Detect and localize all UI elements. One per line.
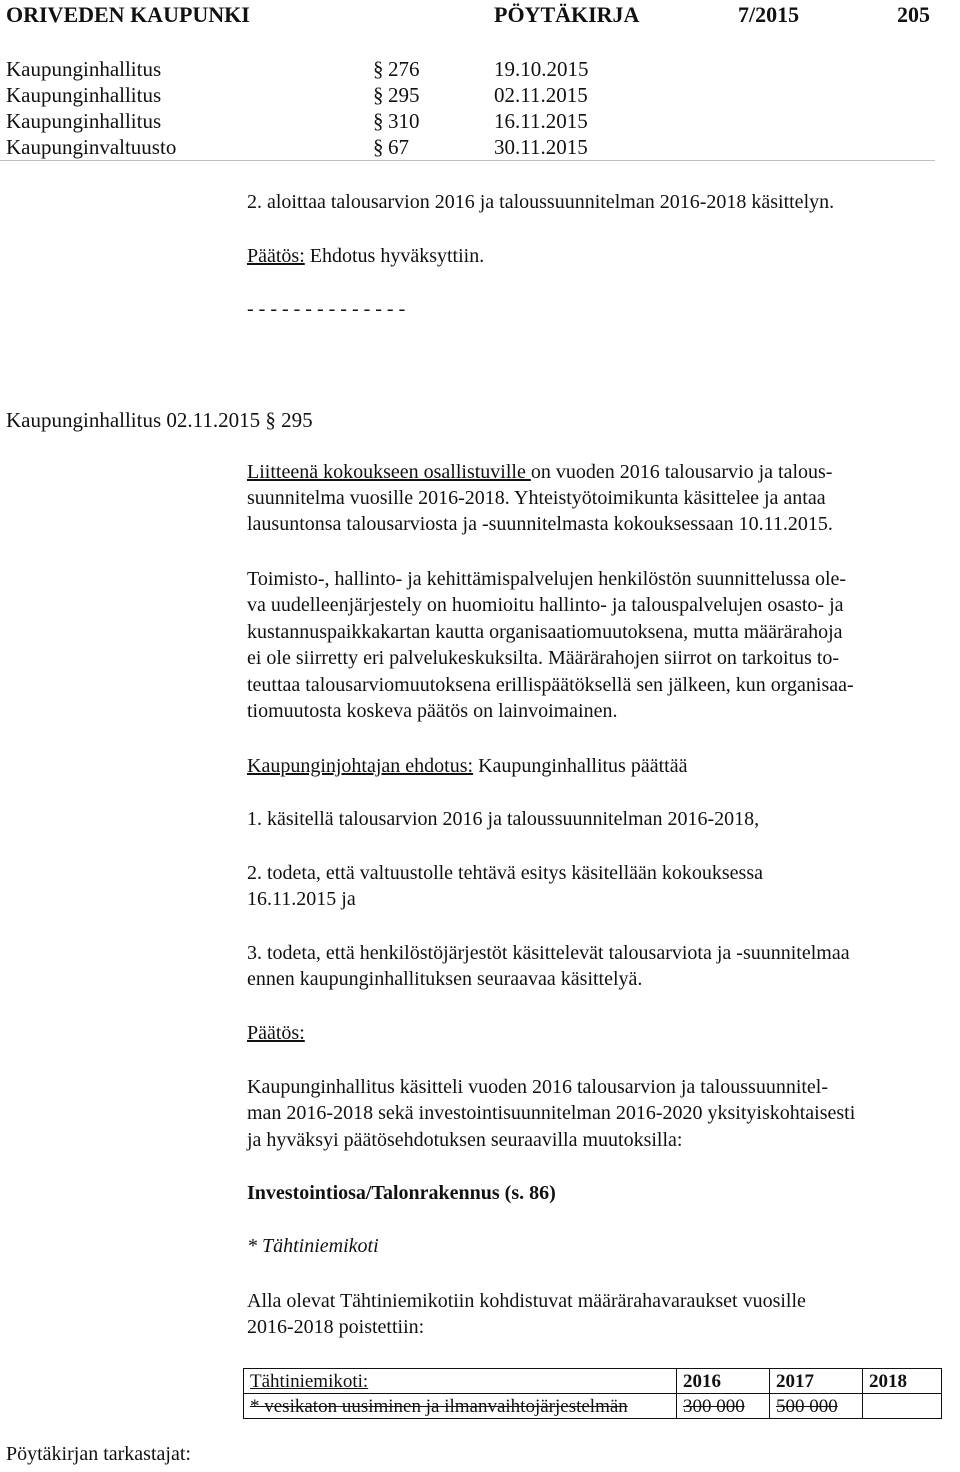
- paragraph-2-line: kustannuspaikkakartan kautta organisaatiomuutoksena, mutta määrärahoja: [247, 621, 843, 643]
- table-cell: 300 000: [677, 1394, 770, 1419]
- ref-num: 295: [388, 83, 420, 107]
- prev-decision: [247, 245, 484, 268]
- table-cell: * vesikaton uusiminen ja ilmanvaihtojärjestelmän: [244, 1394, 677, 1419]
- ref-body: Kaupunginhallitus: [6, 83, 162, 107]
- decision-text: Ehdotus hyväksyttiin.: [304, 245, 485, 267]
- paragraph-2-line: Toimisto-, hallinto- ja kehittämispalvelujen henkilöstön suunnittelussa ole-: [247, 568, 847, 590]
- decision-line: Kaupunginhallitus käsitteli vuoden 2016 talousarvion ja taloussuunnitel-: [247, 1076, 829, 1098]
- removal-line-2: 2016-2018 poistettiin:: [247, 1316, 425, 1338]
- ref-sign: §: [373, 83, 384, 107]
- proposal-item-2: 2. todeta, että valtuustolle tehtävä esitys käsitellään kokouksessa: [247, 862, 763, 884]
- paragraph-2-line: ei ole siirretty eri palvelukeskuksilta. Määrärahojen siirrot on tarkoitus to-: [247, 647, 840, 669]
- separator-dashes: - - - - - - - - - - - - - -: [247, 298, 406, 320]
- ref-num: 310: [388, 109, 420, 133]
- table-cell: 500 000: [770, 1394, 863, 1419]
- decision-label: Päätös:: [247, 245, 305, 267]
- ref-body: Kaupunginhallitus: [6, 109, 162, 133]
- org-name: ORIVEDEN KAUPUNKI: [6, 2, 250, 27]
- ref-num: 67: [388, 135, 409, 159]
- section-sign: §: [265, 408, 276, 432]
- proposal-item-2-cont: 16.11.2015 ja: [247, 888, 356, 910]
- ref-sign: §: [373, 109, 384, 133]
- table-row: [244, 1394, 942, 1419]
- table-header-label: Tähtiniemikoti:: [250, 1371, 369, 1392]
- table-header-row: [244, 1369, 942, 1394]
- section-number: 295: [275, 408, 313, 432]
- table-header-cell: 2018: [863, 1369, 942, 1394]
- table-header-cell: 2016: [677, 1369, 770, 1394]
- issue-number: 7/2015: [738, 2, 800, 27]
- budget-table: [243, 1368, 942, 1419]
- decision-line: man 2016-2018 sekä investointisuunnitelman 2016-2020 yksityiskohtaisesti: [247, 1102, 856, 1124]
- paragraph-1-line-1: [247, 461, 832, 484]
- doc-type: PÖYTÄKIRJA: [494, 2, 640, 27]
- paragraph-1-line-3: lausuntonsa talousarviosta ja -suunnitelmasta kokouksessaan 10.11.2015.: [247, 513, 833, 535]
- proposal-text: Kaupunginhallitus päättää: [473, 755, 688, 777]
- investment-heading: Investointiosa/Talonrakennus (s. 86): [247, 1182, 556, 1204]
- section-heading-text: Kaupunginhallitus 02.11.2015: [6, 408, 266, 432]
- ref-date: 19.10.2015: [494, 57, 589, 81]
- proposal-item-1: 1. käsitellä talousarvion 2016 ja taloussuunnitelman 2016-2018,: [247, 808, 760, 830]
- decision-heading: Päätös:: [247, 1022, 305, 1044]
- ref-sign: §: [373, 57, 384, 81]
- proposal-item-3: 3. todeta, että henkilöstöjärjestöt käsittelevät talousarviota ja -suunnitelmaa: [247, 942, 850, 964]
- prev-item-2: 2. aloittaa talousarvion 2016 ja taloussuunnitelman 2016-2018 käsittelyn.: [247, 191, 835, 213]
- removal-line-1: Alla olevat Tähtiniemikotiin kohdistuvat määrärahavaraukset vuosille: [247, 1290, 806, 1312]
- ref-num: 276: [388, 57, 420, 81]
- paragraph-1-line-2: suunnitelma vuosille 2016-2018. Yhteistyötoimikunta käsittelee ja antaa: [247, 487, 826, 509]
- ref-date: 16.11.2015: [494, 109, 588, 133]
- table-header-cell: 2017: [770, 1369, 863, 1394]
- paragraph-2-line: tiomuutosta koskeva päätös on lainvoimainen.: [247, 700, 618, 722]
- mayor-proposal: [247, 755, 687, 778]
- table-cell: [863, 1394, 942, 1419]
- page-number: 205: [897, 2, 930, 27]
- decision-line: ja hyväksyi päätösehdotuksen seuraavilla muutoksilla:: [247, 1129, 683, 1151]
- section-heading: [6, 408, 313, 433]
- paragraph-2-line: teuttaa talousarviomuutoksena erillispäätöksellä sen jälkeen, kun organisaa-: [247, 674, 854, 696]
- ref-body: Kaupunginhallitus: [6, 57, 162, 81]
- proposal-item-3-cont: ennen kaupunginhallituksen seuraavaa käsittelyä.: [247, 968, 643, 990]
- investment-subheading: * Tähtiniemikoti: [247, 1235, 379, 1257]
- table-header-cell: [244, 1369, 677, 1394]
- paragraph-2-line: va uudelleenjärjestely on huomioitu hallinto- ja talouspalvelujen osasto- ja: [247, 594, 844, 616]
- attachment-link[interactable]: Liitteenä kokoukseen osallistuville: [247, 461, 531, 483]
- footer-inspectors: Pöytäkirjan tarkastajat:: [6, 1443, 191, 1465]
- paragraph-text: on vuoden 2016 talousarvio ja talous-: [530, 461, 833, 483]
- proposal-label: Kaupunginjohtajan ehdotus:: [247, 755, 474, 777]
- ref-date: 30.11.2015: [494, 135, 588, 159]
- ref-date: 02.11.2015: [494, 83, 588, 107]
- ref-body: Kaupunginvaltuusto: [6, 135, 177, 159]
- ref-sign: §: [373, 135, 384, 159]
- header-divider: [0, 160, 935, 161]
